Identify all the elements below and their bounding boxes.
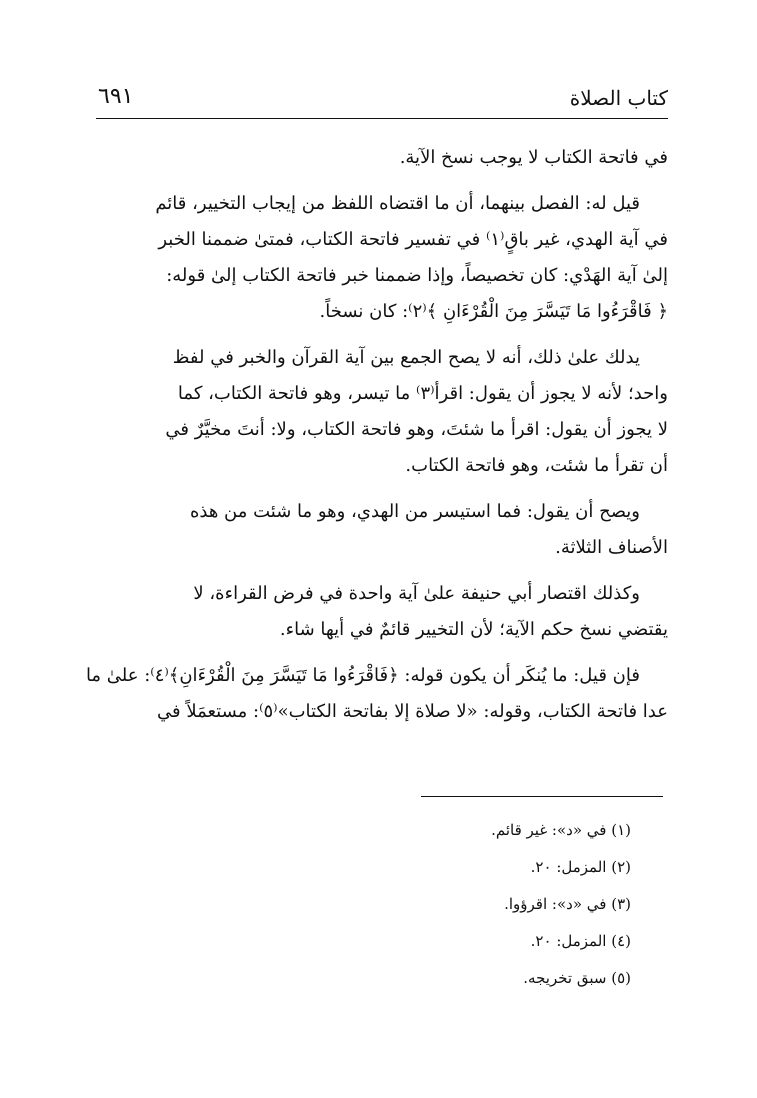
header-divider: [96, 118, 668, 119]
footnotes: [331, 812, 631, 997]
paragraph: [96, 494, 668, 566]
footnote-divider: [421, 796, 663, 797]
text-line: قيل له: الفصل بينهما، أن ما اقتضاه اللفظ من إيجاب التخيير، قائم: [155, 193, 640, 214]
text-line: لا يجوز أن يقول: اقرأ ما شئتَ، وهو فاتحة الكتاب، ولا: أنتَ مخيَّرٌ في: [165, 419, 668, 440]
paragraph: [85, 658, 668, 730]
footnote: (١) في «د»: غير قائم.: [491, 821, 631, 839]
page-header: [96, 82, 668, 118]
text-line: يقتضي نسخ حكم الآية؛ لأن التخيير قائمٌ في أيها شاء.: [279, 619, 668, 640]
text-line: واحد؛ لأنه لا يجوز أن يقول: اقرأ⁽٣⁾ ما تيسر، وهو فاتحة الكتاب، كما: [177, 383, 668, 404]
chapter-title: كتاب الصلاة: [569, 86, 668, 110]
text-line: فإن قيل: ما يُنكَر أن يكون قوله: ﴿فَاقْرَءُوا مَا تَيَسَّرَ مِنَ الْقُرْءَانِ﴾⁽٤⁾: علىٰ ما: [85, 665, 640, 686]
paragraph: [96, 340, 668, 484]
text-line: ﴿ فَاقْرَءُوا مَا تَيَسَّرَ مِنَ الْقُرْءَانِ ﴾⁽٢⁾: كان نسخاً.: [319, 301, 668, 322]
paragraph: [96, 140, 668, 176]
text-line: إلىٰ آية الهَدْي: كان تخصيصاً، وإذا ضممنا خبر فاتحة الكتاب إلىٰ قوله:: [166, 265, 668, 286]
footnote: (٣) في «د»: اقرؤوا.: [504, 895, 631, 913]
text-line: الأصناف الثلاثة.: [555, 537, 668, 558]
footnote: (٤) المزمل: ٢٠.: [530, 932, 631, 950]
text-line: أن تقرأ ما شئت، وهو فاتحة الكتاب.: [405, 455, 668, 476]
text-line: يدلك علىٰ ذلك، أنه لا يصح الجمع بين آية القرآن والخبر في لفظ: [172, 347, 640, 368]
text-line: ويصح أن يقول: فما استيسر من الهدي، وهو ما شئت من هذه: [189, 501, 640, 522]
footnote: (٥) سبق تخريجه.: [523, 969, 631, 987]
text-line: في آية الهدي، غير باقٍ⁽١⁾ في تفسير فاتحة الكتاب، فمتىٰ ضممنا الخبر: [158, 229, 668, 250]
text-line: في فاتحة الكتاب لا يوجب نسخ الآية.: [399, 147, 668, 168]
main-text: [85, 140, 668, 740]
footnote: (٢) المزمل: ٢٠.: [530, 858, 631, 876]
page-number: ٦٩١: [98, 84, 134, 109]
text-line: عدا فاتحة الكتاب، وقوله: «لا صلاة إلا بفاتحة الكتاب»⁽٥⁾: مستعمَلاً في: [157, 701, 668, 722]
text-line: وكذلك اقتصار أبي حنيفة علىٰ آية واحدة في فرض القراءة، لا: [193, 583, 640, 604]
paragraph: [96, 576, 668, 648]
paragraph: [96, 186, 668, 330]
